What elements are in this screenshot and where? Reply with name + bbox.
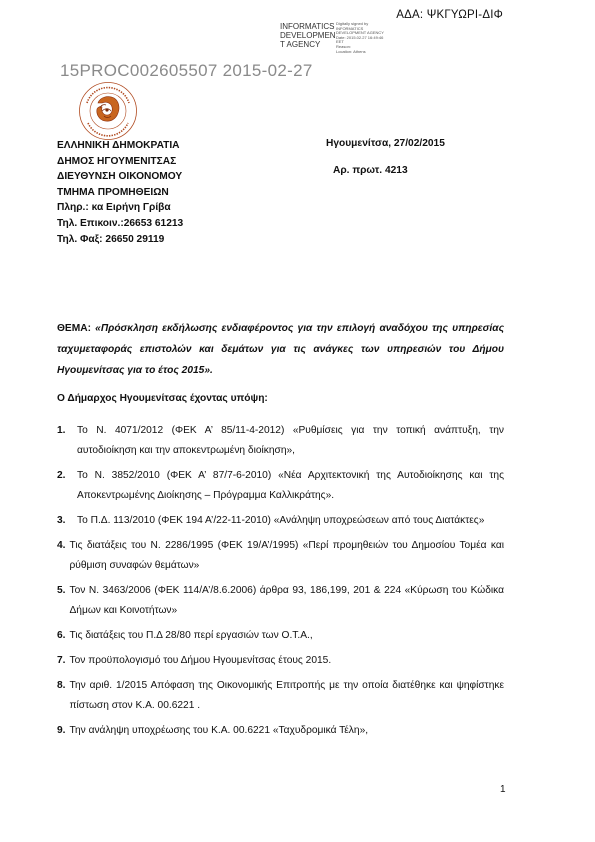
sender-line-directorate: ΔΙΕΥΘΥΝΣΗ ΟΙΚΟΝΟΜΟΥ bbox=[57, 171, 183, 183]
signature-detail-line: Date: 2015.02.27 16:49:46 bbox=[336, 34, 384, 40]
list-item bbox=[57, 581, 504, 621]
signature-detail-line: Digitally signed by bbox=[336, 21, 369, 26]
protocol-stamp: 15PROC002605507 2015-02-27 bbox=[60, 61, 313, 80]
signature-detail-line: DEVELOPMENT AGENCY bbox=[336, 30, 384, 36]
signature-org-line: DEVELOPMEN bbox=[280, 31, 336, 40]
list-item-text: Το Π.Δ. 113/2010 (ΦΕΚ 194 Α’/22-11-2010) «Ανάληψη υποχρεώσεων από τους Διατάκτες» bbox=[77, 515, 485, 526]
digital-signature-stamp bbox=[280, 21, 420, 54]
list-item-text: Το Ν. 4071/2012 (ΦΕΚ Α’ 85/11-4-2012) «Ρυθμίσεις για την τοπική ανάπτυξη, την αυτοδιοίκηση και την αποκεντρωμένη διοίκηση», bbox=[77, 425, 504, 456]
list-item bbox=[57, 511, 504, 531]
list-item-text: Τον προϋπολογισμό του Δήμου Ηγουμενίτσας έτους 2015. bbox=[69, 655, 332, 666]
list-item bbox=[57, 721, 504, 741]
list-item-number: 3. bbox=[57, 515, 66, 526]
list-item-text: Την ανάληψη υποχρέωσης του Κ.Α. 00.6221 «Ταχυδρομικά Τέλη», bbox=[69, 725, 369, 736]
signature-org-line: T AGENCY bbox=[280, 40, 321, 49]
sender-line-republic: ΕΛΛΗΝΙΚΗ ΔΗΜΟΚΡΑΤΙΑ bbox=[57, 140, 180, 151]
considerations-list bbox=[57, 421, 504, 746]
list-item bbox=[57, 421, 504, 461]
page-number: 1 bbox=[500, 784, 506, 795]
sender-line-contact-person: Πληρ.: κα Ειρήνη Γρίβα bbox=[57, 202, 171, 214]
sender-line-municipality: ΔΗΜΟΣ ΗΓΟΥΜΕΝΙΤΣΑΣ bbox=[57, 155, 177, 167]
list-item bbox=[57, 536, 504, 576]
signature-detail-line: Reason: bbox=[336, 43, 351, 49]
intro-text: Ο Δήμαρχος Ηγουμενίτσας έχοντας υπόψη: bbox=[57, 393, 268, 404]
list-item bbox=[57, 676, 504, 716]
sender-line-phone: Τηλ. Επικοιν.:26653 61213 bbox=[57, 217, 184, 229]
list-item-text: Τον Ν. 3463/2006 (ΦΕΚ 114/Α’/8.6.2006) άρθρα 93, 186,199, 201 & 224 «Κύρωση του Κώδικα Δήμων και Κοινοτήτων» bbox=[69, 585, 504, 616]
list-item-text: Τις διατάξεις του Ν. 2286/1995 (ΦΕΚ 19/Α’/1995) «Περί προμηθειών του Δημοσίου Τομέα και ρύθμιση συναφών θεμάτων» bbox=[69, 540, 504, 571]
subject-text: «Πρόσκληση εκδήλωσης ενδιαφέροντος για την επιλογή αναδόχου της υπηρεσίας ταχυμεταφοράς επιστολών και δεμάτων για τις ανάγκες των υπηρεσιών του Δήμου Ηγουμενίτσας για το έτος 2015». bbox=[57, 323, 504, 376]
subject-paragraph bbox=[57, 318, 504, 381]
sender-line-department: ΤΜΗΜΑ ΠΡΟΜΗΘΕΙΩΝ bbox=[57, 186, 169, 198]
intro-line bbox=[57, 393, 268, 404]
municipal-seal-logo bbox=[78, 81, 138, 141]
signature-org-line: INFORMATICS bbox=[280, 22, 335, 31]
list-item-number: 7. bbox=[57, 655, 66, 666]
list-item-number: 8. bbox=[57, 680, 66, 691]
list-item-number: 1. bbox=[57, 425, 66, 436]
list-item-text: Την αριθ. 1/2015 Απόφαση της Οικονομικής Επιτροπής με την οποία διατέθηκε και ψηφίστηκε πίστωση στον Κ.Α. 00.6221 . bbox=[69, 680, 504, 711]
list-item-number: 2. bbox=[57, 470, 66, 481]
list-item-number: 6. bbox=[57, 630, 66, 641]
signature-detail-line: INFORMATICS bbox=[336, 25, 364, 31]
sender-info bbox=[57, 138, 183, 247]
signature-detail-line: EET bbox=[336, 39, 344, 45]
list-item bbox=[57, 626, 504, 646]
signature-details bbox=[336, 22, 384, 54]
list-item-text: Τις διατάξεις του Π.Δ 28/80 περί εργασιών των Ο.Τ.Α., bbox=[69, 630, 313, 641]
list-item-number: 4. bbox=[57, 540, 66, 551]
sender-line-fax: Τηλ. Φαξ: 26650 29119 bbox=[57, 233, 165, 245]
list-item bbox=[57, 466, 504, 506]
subject-label: ΘΕΜΑ: bbox=[57, 323, 91, 334]
list-item-text: Το Ν. 3852/2010 (ΦΕΚ Α’ 87/7-6-2010) «Νέα Αρχιτεκτονική της Αυτοδιοίκησης και της Αποκεντρωμένης Διοίκησης – Πρόγραμμα Καλλικράτης». bbox=[77, 470, 504, 501]
list-item-number: 5. bbox=[57, 585, 66, 596]
signature-detail-line: Location: Athens bbox=[336, 48, 366, 54]
list-item bbox=[57, 651, 504, 671]
protocol-number: Αρ. πρωτ. 4213 bbox=[333, 165, 408, 176]
list-item-number: 9. bbox=[57, 725, 66, 736]
document-date: Ηγουμενίτσα, 27/02/2015 bbox=[326, 138, 445, 149]
ada-code: ΑΔΑ: ΨΚΓΥΩΡΙ-ΔΙΦ bbox=[396, 9, 503, 21]
